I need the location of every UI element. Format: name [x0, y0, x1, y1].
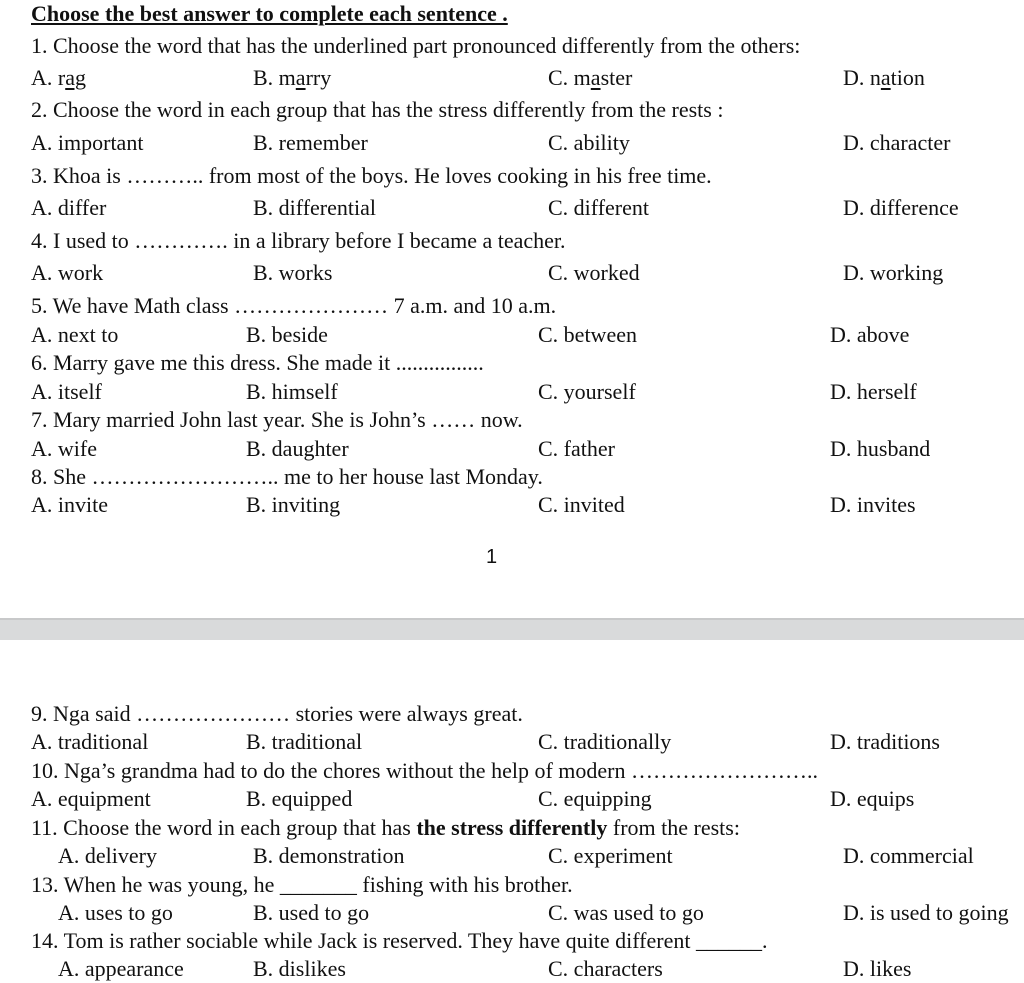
option-a: A. equipment: [31, 786, 151, 811]
worksheet-page-1: Choose the best answer to complete each sentence . 1. Choose the word that has the underlined part pronounced differently from the others: A. rag B. marry C. master D. nation 2. Choose the word in each group that has the stress differently from the rests : A. important B. remember C. ability D. character 3. Khoa is ……….. from most of the boys. He loves cooking in his free time. A. differ B. differential C. different D. difference 4. I used to …………. in a library before I became a teacher. A. work B. works C. worked D. working 5. We have Math class ………………… 7 a.m. and 10 a.m. A. next to B. beside C. between D. above 6. Marry gave me this dress. She made it ................ A. itself B. himself C. yourself D. herself 7. Mary married John last year. She is John’s …… now. A. wife B. daughter C. father D. husband 8. She …………………….. me to her house last Monday. A. invite B. inviting C. invited D. invites 1: [0, 0, 1024, 618]
option-d: D. husband: [830, 436, 931, 461]
option-b: B. marry: [253, 65, 332, 90]
option-c: C. different: [548, 195, 650, 220]
option-c: C. ability: [548, 130, 630, 155]
option-d: D. commercial: [843, 843, 974, 868]
option-a: A. delivery: [58, 843, 157, 868]
option-b: B. dislikes: [253, 956, 346, 981]
option-c: C. father: [538, 436, 615, 461]
option-a: A. wife: [31, 436, 97, 461]
option-b: B. used to go: [253, 900, 370, 925]
option-b: B. remember: [253, 130, 368, 155]
option-c: C. traditionally: [538, 729, 672, 754]
option-c: C. invited: [538, 492, 625, 517]
option-a: A. appearance: [58, 956, 184, 981]
option-b: B. traditional: [246, 729, 363, 754]
worksheet-page-2: 9. Nga said ………………… stories were always great. A. traditional B. traditional C. traditionally D. traditions 10. Nga’s grandma had to do the chores without the help of modern …………………….. A. equipment B. equipped C. equipping D. equips 11. Choose the word in each group that has the stress differently from the rests: A. delivery B. demonstration C. experiment D. commercial 13. When he was young, he _______ fishing with his brother. A. uses to go B. used to go C. was used to go D. is used to going 14. Tom is rather sociable while Jack is reserved. They have quite different ______. A. appearance B. dislikes C. characters D. likes: [0, 640, 1024, 982]
option-a: A. differ: [31, 195, 107, 220]
option-a: A. important: [31, 130, 144, 155]
option-b: B. beside: [246, 322, 328, 347]
option-d: D. equips: [830, 786, 915, 811]
page-number: 1: [486, 546, 498, 568]
option-c: C. characters: [548, 956, 663, 981]
option-a: A. work: [31, 260, 104, 285]
option-c: C. experiment: [548, 843, 673, 868]
option-d: D. invites: [830, 492, 916, 517]
option-d: D. difference: [843, 195, 959, 220]
option-c: C. was used to go: [548, 900, 704, 925]
option-c: C. master: [548, 65, 633, 90]
option-d: D. above: [830, 322, 910, 347]
option-c: C. yourself: [538, 379, 636, 404]
option-a: A. rag: [31, 65, 86, 90]
answer-blank: _______: [279, 872, 357, 897]
option-a: A. uses to go: [58, 900, 173, 925]
option-b: B. daughter: [246, 436, 349, 461]
option-c: C. equipping: [538, 786, 652, 811]
emphasis-text: the stress differently: [416, 815, 608, 840]
option-a: A. traditional: [31, 729, 149, 754]
option-b: B. inviting: [246, 492, 341, 517]
option-b: B. demonstration: [253, 843, 405, 868]
option-d: D. working: [843, 260, 944, 285]
page-separator: [0, 618, 1024, 642]
option-b: B. works: [253, 260, 333, 285]
option-d: D. character: [843, 130, 951, 155]
option-d: D. is used to going: [843, 900, 1009, 925]
option-b: B. himself: [246, 379, 338, 404]
option-d: D. traditions: [830, 729, 940, 754]
worksheet-heading: Choose the best answer to complete each sentence .: [31, 1, 508, 26]
option-a: A. next to: [31, 322, 119, 347]
option-c: C. between: [538, 322, 637, 347]
option-b: B. differential: [253, 195, 376, 220]
option-c: C. worked: [548, 260, 640, 285]
option-d: D. nation: [843, 65, 925, 90]
answer-blank: ______: [695, 928, 762, 953]
option-b: B. equipped: [246, 786, 353, 811]
option-a: A. itself: [31, 379, 102, 404]
option-d: D. herself: [830, 379, 917, 404]
option-a: A. invite: [31, 492, 108, 517]
option-d: D. likes: [843, 956, 912, 981]
